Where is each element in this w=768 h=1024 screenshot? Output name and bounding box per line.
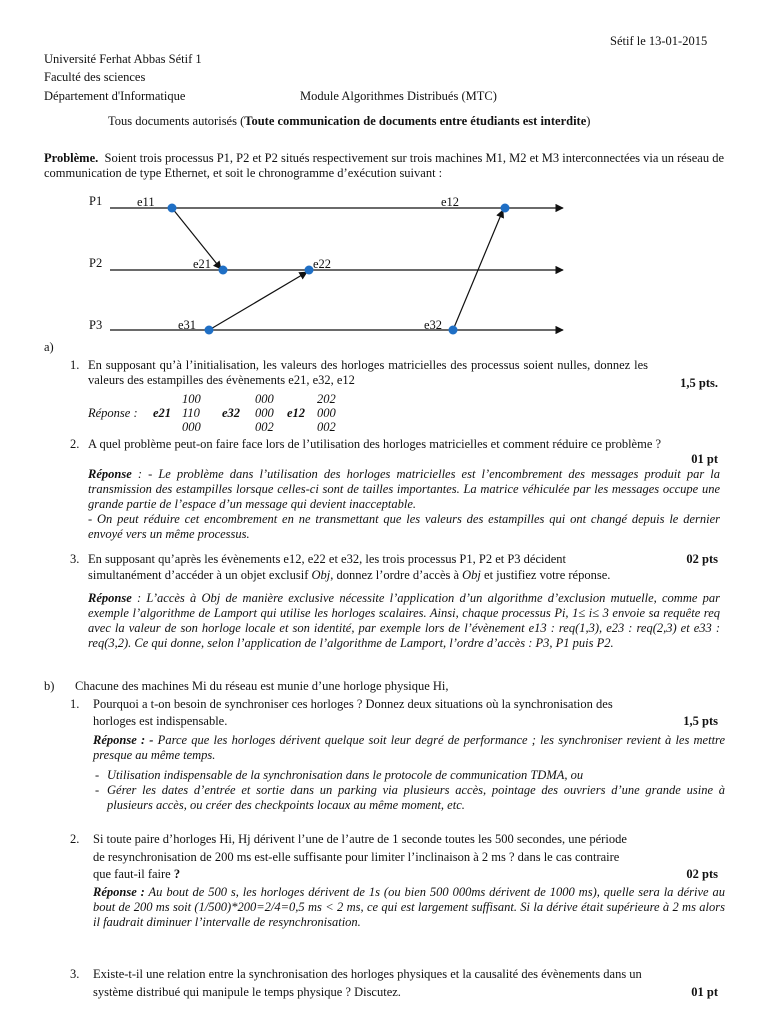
question-b1-text-line2: horloges est indispensable. (93, 714, 228, 728)
object-name: Obj (462, 568, 481, 582)
question-number: 3. (70, 967, 80, 981)
university-name: Université Ferhat Abbas Sétif 1 (44, 52, 202, 66)
notice-bold: Toute communication de documents entre étudiants est interdite (244, 114, 587, 128)
question-b3-points: 01 pt (691, 985, 718, 999)
matrix-e12-name: e12 (287, 406, 306, 420)
event-dot-e21 (219, 266, 228, 275)
question-b3-text-line2: système distribué qui manipule le temps physique ? Discutez. (93, 985, 401, 999)
part-b-label: b) (44, 679, 55, 693)
matrix-e12-row2: 000 (317, 406, 336, 420)
question-b1-text-line1: Pourquoi a t-on besoin de synchroniser ces horloges ? Donnez deux situations où la synchronisation des (93, 697, 613, 711)
answer-a1-label: Réponse : (88, 406, 138, 420)
part-b-intro: Chacune des machines Mi du réseau est munie d’une horloge physique Hi, (75, 679, 449, 693)
matrix-e32-name: e32 (222, 406, 241, 420)
process-label-p1: P1 (89, 194, 103, 208)
event-label-e21: e21 (193, 257, 212, 271)
message-arrow-e31-e22 (209, 272, 307, 330)
exam-notice (108, 114, 590, 129)
module-name: Module Algorithmes Distribués (MTC) (300, 89, 497, 103)
list-item: - Gérer les dates d’entrée et sortie dans un parking via plusieurs accès, pointage des ouvriers d’une grande usine à plusieurs accès, ou créer des checkpoints locaux au même moment, etc. (93, 783, 725, 813)
matrix-e32-row1: 000 (255, 392, 274, 406)
answer-a3-text: : L’accès à Obj de manière exclusive nécessite l’application d’un algorithme d’exclusion mutuelle, comme par exemple l’algorithme de Lamport qui utilise les horloges scalaires. Ainsi, chaque processus Pi, 1≤ i≤ 3 envoie sa requête req avec la valeur de son horloge locale et son identité, par exemple lors de l’évènement e13 : req(1,3), e23 : req(2,3) et e33 : req(3,2). Ce qui donne, selon l’application de l’algorithme de Lamport, l’ordre d’accès : P3, P1 puis P2. (88, 591, 720, 650)
question-a2-text: A quel problème peut-on faire face lors de l’utilisation des horloges matricielles et comment réduire ce problème ? (88, 437, 662, 451)
question-a1-text: En supposant qu’à l’initialisation, les valeurs des horloges matricielles des processus soient nulles, donnez les valeurs des estampilles des évènements e21, e32, e12 (88, 358, 648, 387)
answer-a2 (88, 467, 720, 542)
department-name: Département d'Informatique (44, 89, 186, 103)
question-number: 1. (70, 697, 80, 711)
faculty-name: Faculté des sciences (44, 70, 146, 84)
question-a3-text-part: simultanément d’accéder à un objet exclusif (88, 568, 312, 582)
answer-b1 (93, 733, 725, 763)
event-label-e31: e31 (178, 318, 197, 332)
notice-prefix: Tous documents autorisés ( (108, 114, 245, 128)
list-item: - Utilisation indispensable de la synchronisation dans le protocole de communication TDMA, ou (93, 768, 725, 783)
matrix-e32-row3: 002 (255, 420, 274, 434)
question-number: 1. (70, 358, 80, 372)
question-number: 3. (70, 552, 80, 566)
document-date: Sétif le 13-01-2015 (610, 34, 708, 48)
chronogram-diagram (0, 190, 768, 340)
event-label-e11: e11 (137, 195, 155, 209)
part-a-label: a) (44, 340, 54, 354)
answer-a2-text1: : - Le problème dans l’utilisation des horloges matricielles est l’encombrement des messages produit par la transmission des estampilles lorsque celles-ci sont de tailles importantes. La matrice véhiculée par les messages occupe une grande partie de l’espace d’un message qui devient inacceptable. (88, 467, 720, 511)
question-a2-points: 01 pt (691, 452, 718, 466)
question-b3-text-line1: Existe-t-il une relation entre la synchronisation des horloges physiques et la causalité des évènements dans un (93, 967, 642, 981)
answer-b2 (93, 885, 725, 930)
object-name: Obj (311, 568, 331, 582)
question-b1-points: 1,5 pts (683, 714, 718, 728)
question-b2-text-part: que faut-il faire (93, 867, 174, 881)
matrix-e12-row1: 202 (317, 392, 336, 406)
event-dot-e12 (501, 204, 510, 213)
question-b2-text-line1: Si toute paire d’horloges Hi, Hj dérivent l’une de l’autre de 1 seconde toutes les 500 secondes, une période (93, 832, 627, 846)
notice-suffix: ) (586, 114, 591, 128)
question-number: 2. (70, 832, 80, 846)
matrix-e32-row2: 000 (255, 406, 274, 420)
event-label-e12: e12 (441, 195, 460, 209)
event-dot-e32 (449, 326, 458, 335)
matrix-e21-row1: 100 (182, 392, 201, 406)
answer-b1-list (93, 768, 725, 813)
event-label-e22: e22 (313, 257, 332, 271)
answer-b1-label: Réponse : - (93, 733, 154, 747)
question-a3-text-line2 (88, 568, 610, 583)
process-label-p3: P3 (89, 318, 103, 332)
matrix-e21-row2: 110 (182, 406, 200, 420)
matrix-e21-row3: 000 (182, 420, 201, 434)
answer-b1-text: Parce que les horloges dérivent quelque soit leur degré de performance ; les synchroniser revient à les mettre presque au même temps. (93, 733, 725, 762)
answer-a2-text2: - On peut réduire cet encombrement en ne transmettant que les valeurs des estampilles qui ont changé depuis le dernier envoyé vers un même processus. (88, 512, 720, 541)
question-mark: ? (173, 867, 181, 881)
event-dot-e31 (205, 326, 214, 335)
question-a3-text-part: et justifiez votre réponse. (480, 568, 611, 582)
question-b2-text-line2: de resynchronisation de 200 ms est-elle suffisante pour limiter l’inclinaison à 2 ms ? dans le cas contraire (93, 850, 620, 864)
answer-a3-label: Réponse (88, 591, 132, 605)
event-label-e32: e32 (424, 318, 443, 332)
problem-label: Problème. (44, 151, 99, 165)
problem-statement (44, 151, 724, 181)
answer-a2-label: Réponse (88, 467, 132, 481)
event-dot-e22 (305, 266, 314, 275)
question-b2-text-line3 (93, 867, 180, 882)
event-dot-e11 (168, 204, 177, 213)
question-a1-points: 1,5 pts. (680, 376, 718, 390)
answer-b2-label: Réponse : (93, 885, 145, 899)
matrix-e12-row3: 002 (317, 420, 336, 434)
answer-a3 (88, 591, 720, 651)
process-label-p2: P2 (89, 256, 103, 270)
question-b2-points: 02 pts (686, 867, 718, 881)
matrix-e21-name: e21 (153, 406, 172, 420)
answer-b2-text: Au bout de 500 s, les horloges dérivent de 1s (ou bien 500 000ms dérivent de 1000 ms), quelle sera la dérive au bout de 200 ms soit (1/500)*200=2/4=0,5 ms < 2 ms, ce qui est largement suffisant. Si la dérive était supérieure à 2 ms alors il faudrait diminuer l’intervalle de resynchronisation. (93, 885, 725, 929)
problem-text: Soient trois processus P1, P2 et P2 situés respectivement sur trois machines M1, M2 et M3 interconnectées via un réseau de communication de type Ethernet, et soit le chronogramme d’exécution suivant : (44, 151, 724, 180)
question-number: 2. (70, 437, 80, 451)
question-a3-text-line1: En supposant qu’après les évènements e12, e22 et e32, les trois processus P1, P2 et P3 décident (88, 552, 567, 566)
question-a3-points: 02 pts (686, 552, 718, 566)
question-a3-text-part: , donnez l’ordre d’accès à (330, 568, 463, 582)
